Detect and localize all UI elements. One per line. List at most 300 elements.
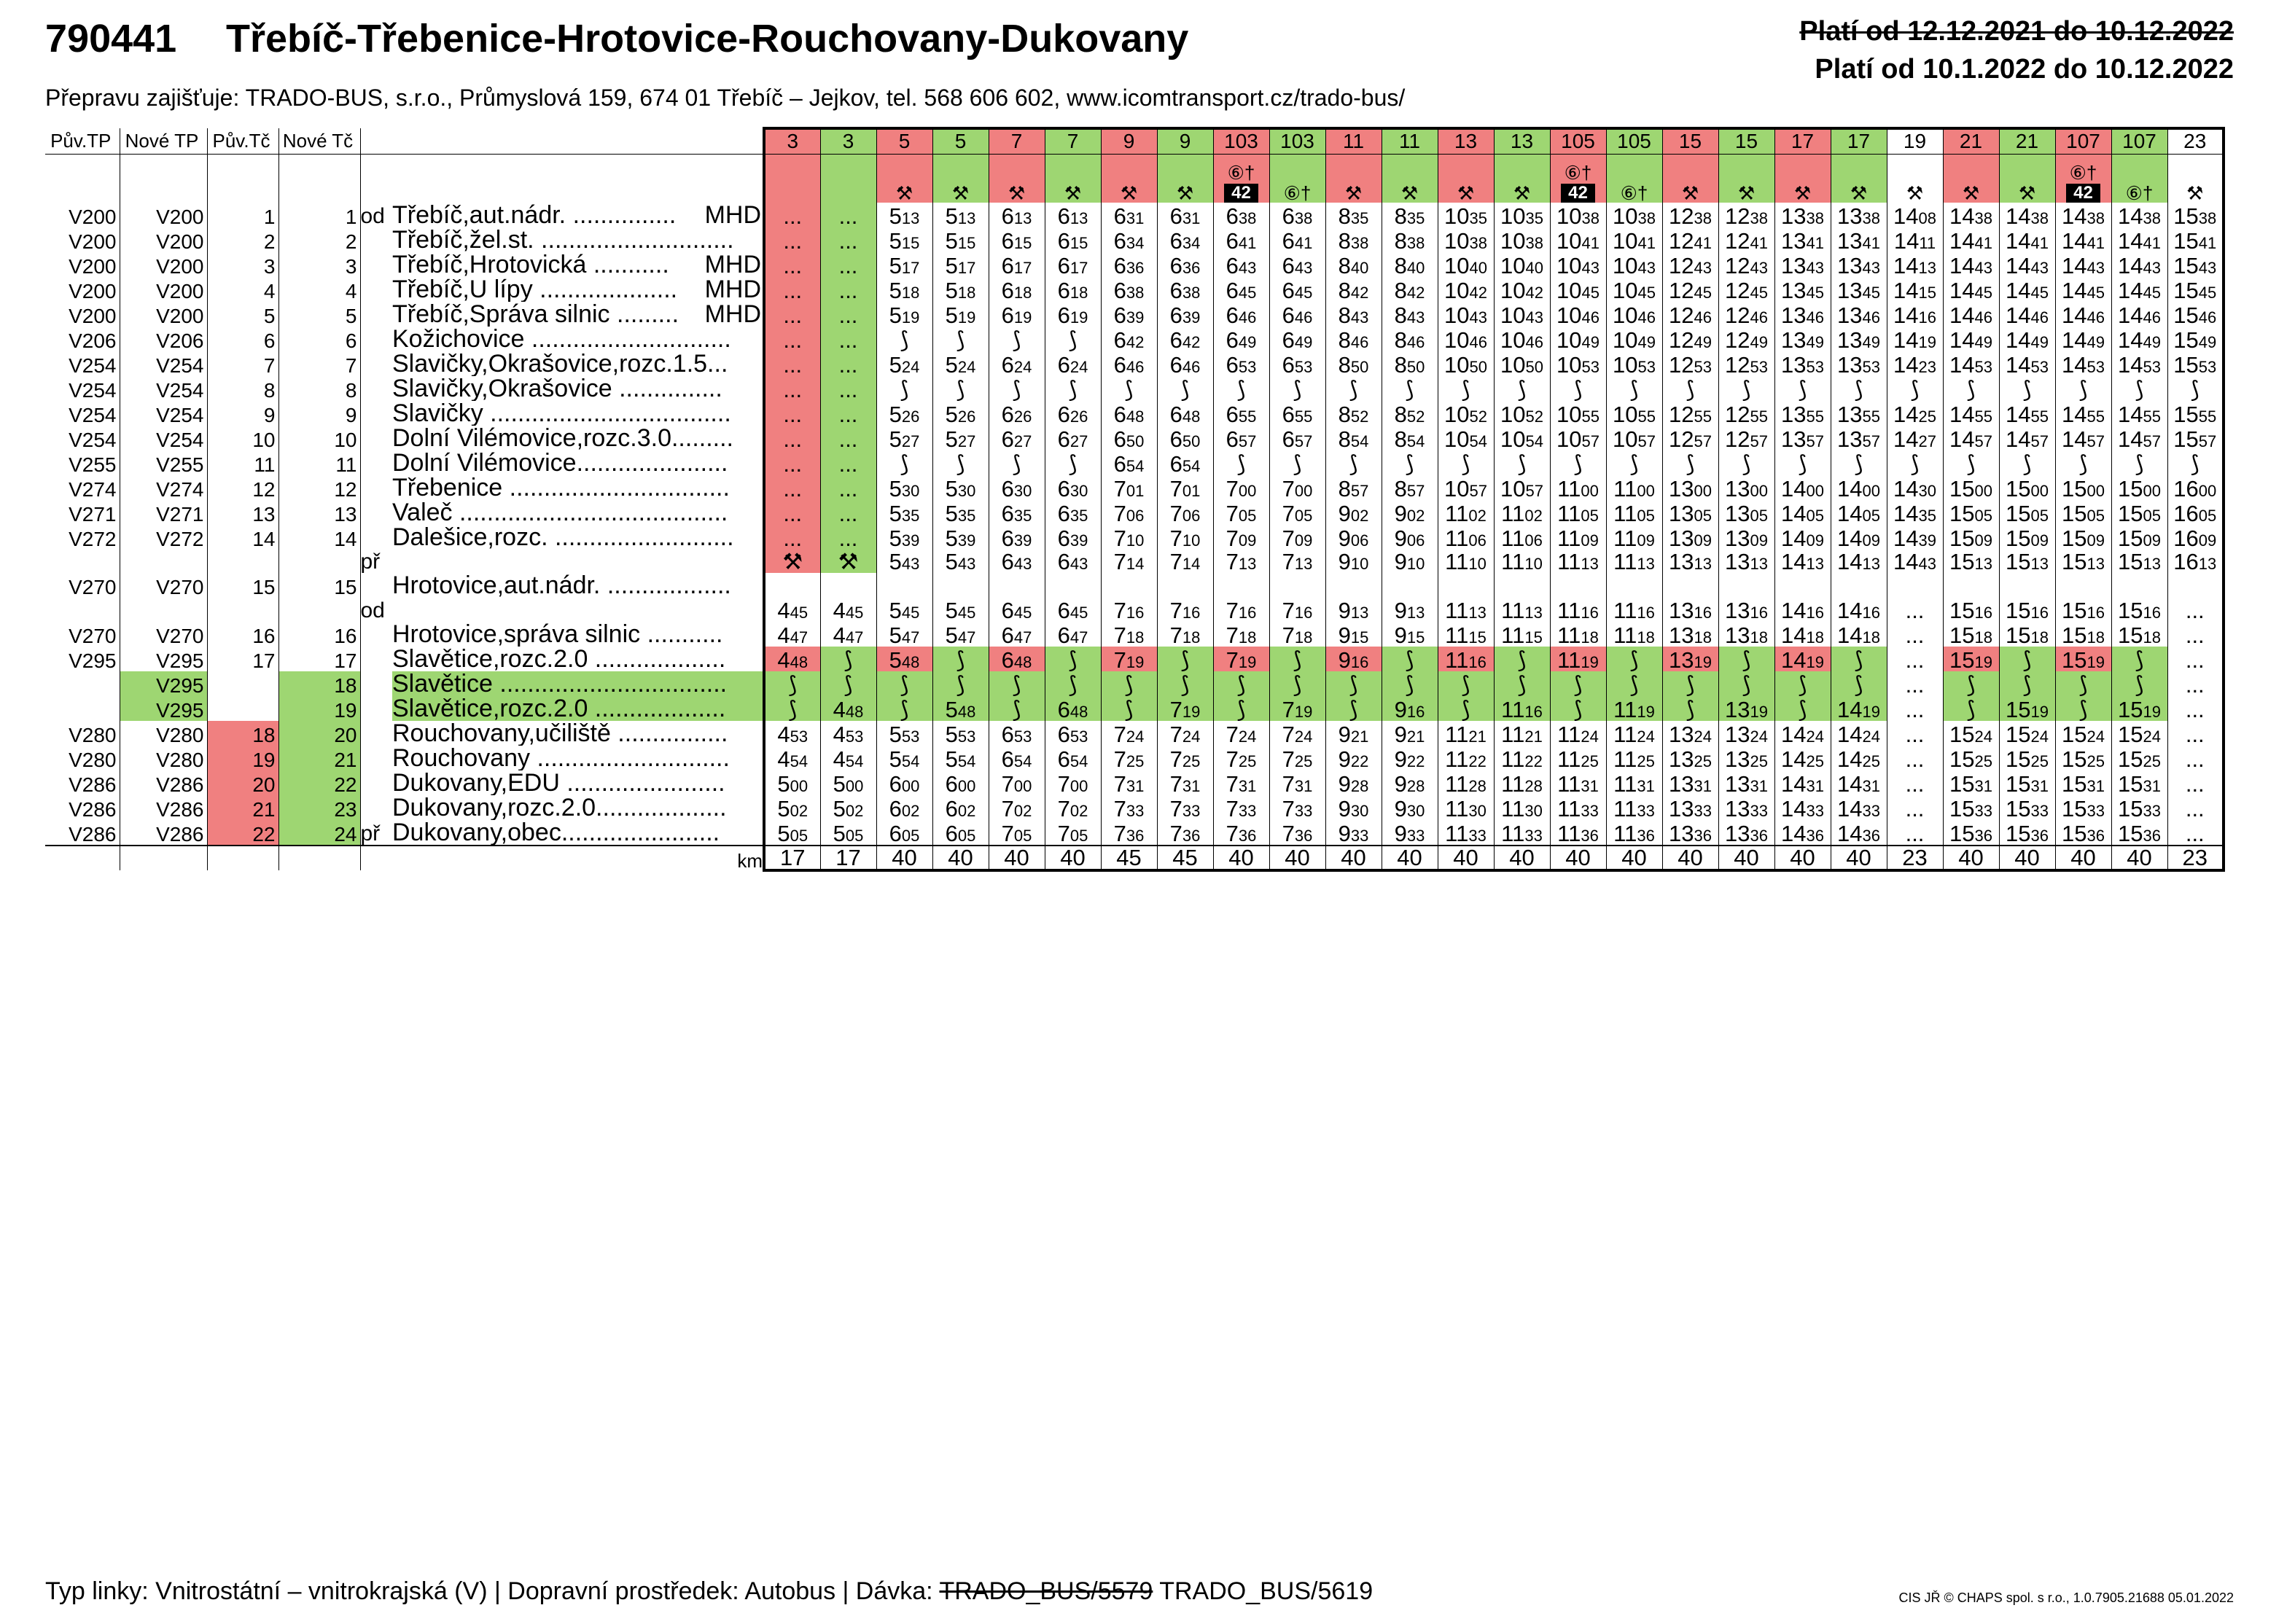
- time-minute: 39: [1918, 531, 1936, 550]
- time-hour: 14: [1781, 746, 1807, 771]
- time-minute: 46: [2086, 308, 2105, 327]
- time-cell: [1438, 770, 1494, 795]
- stop-tc-old: 20: [207, 770, 278, 795]
- time-cell: ⟆: [1045, 671, 1101, 696]
- time-hour: 14: [2062, 426, 2087, 450]
- time-hour: 15: [1949, 598, 1975, 622]
- time-cell: [2055, 820, 2111, 846]
- time-cell: ...: [1887, 770, 1943, 795]
- time-cell: [1943, 351, 1999, 376]
- time-minute: 13: [1350, 604, 1369, 622]
- time-cell: ⟆: [1943, 376, 1999, 401]
- time-minute: 53: [1637, 357, 1656, 376]
- time-hour: 7: [1169, 771, 1182, 796]
- time-minute: 41: [1581, 233, 1600, 252]
- time-hour: 9: [1394, 796, 1407, 821]
- time-hour: 15: [1949, 771, 1975, 796]
- time-minute: 10: [1524, 555, 1543, 574]
- time-hour: 15: [2006, 622, 2031, 647]
- time-hour: 6: [945, 796, 958, 821]
- trip-number: 107: [2055, 128, 2111, 154]
- time-minute: 05: [2143, 506, 2161, 525]
- time-cell: [1269, 401, 1325, 426]
- time-cell: [1774, 327, 1831, 351]
- time-hour: 15: [2118, 796, 2143, 821]
- time-cell: [1550, 252, 1606, 277]
- time-minute: 17: [1069, 258, 1088, 277]
- time-cell: [876, 622, 932, 647]
- time-hour: 10: [1613, 203, 1638, 227]
- time-minute: 09: [1974, 531, 1992, 550]
- time-hour: 6: [1282, 351, 1295, 376]
- time-cell: [1831, 302, 1887, 327]
- time-minute: 15: [1524, 628, 1543, 647]
- time-hour: 6: [1057, 697, 1070, 722]
- stop-tp-old: [45, 696, 120, 721]
- time-hour: 14: [1781, 821, 1807, 846]
- time-minute: 25: [2143, 752, 2161, 771]
- km-value: 40: [989, 846, 1045, 870]
- time-minute: 38: [1238, 208, 1257, 227]
- time-minute: 19: [1918, 332, 1936, 351]
- time-cell: ⟆: [1325, 696, 1382, 721]
- time-minute: 31: [2143, 777, 2161, 796]
- time-hour: 5: [833, 821, 846, 846]
- time-cell: [1382, 500, 1438, 525]
- stop-row: [45, 525, 2224, 550]
- time-cell: [1213, 475, 1269, 500]
- time-minute: 43: [1069, 555, 1088, 574]
- time-cell: [1550, 746, 1606, 770]
- stop-name: Dukovany,obec.......................: [392, 820, 720, 846]
- time-cell: [1550, 227, 1606, 252]
- time-minute: 22: [1468, 752, 1487, 771]
- mhd-label: MHD: [702, 203, 761, 227]
- page-title: Třebíč-Třebenice-Hrotovice-Rouchovany-Dukovany: [226, 17, 1189, 60]
- time-hour: 10: [1500, 252, 1526, 277]
- km-value: 40: [1269, 846, 1325, 870]
- time-cell: [989, 203, 1045, 227]
- time-cell: [989, 252, 1045, 277]
- km-value: 40: [1494, 846, 1550, 870]
- time-minute: 25: [1862, 752, 1880, 771]
- time-cell: ...: [764, 203, 820, 227]
- time-hour: 4: [777, 746, 790, 771]
- time-cell: [1438, 426, 1494, 450]
- time-cell: [1718, 252, 1774, 277]
- time-cell: [876, 770, 932, 795]
- time-minute: 49: [2086, 332, 2105, 351]
- time-cell: ⟆: [1325, 671, 1382, 696]
- time-cell: [820, 795, 876, 820]
- time-hour: 5: [777, 821, 790, 846]
- time-cell: [932, 475, 989, 500]
- time-cell: [1269, 598, 1325, 622]
- time-hour: 5: [833, 771, 846, 796]
- stop-tc-new: 18: [278, 671, 360, 696]
- time-cell: [932, 598, 989, 622]
- time-cell: [764, 573, 820, 598]
- time-hour: 4: [777, 598, 790, 622]
- time-hour: 6: [1113, 327, 1126, 351]
- time-hour: 15: [2062, 622, 2087, 647]
- time-hour: 11: [1557, 722, 1581, 746]
- badge-42: 42: [2066, 184, 2100, 203]
- time-cell: [876, 598, 932, 622]
- time-minute: 53: [901, 727, 920, 746]
- trip-symbols: ⚒: [1438, 154, 1494, 203]
- time-cell: [2055, 550, 2111, 574]
- time-hour: 10: [1444, 327, 1470, 351]
- time-cell: [1157, 351, 1213, 376]
- trip-number: 103: [1213, 128, 1269, 154]
- stop-tp-new: V255: [120, 450, 207, 475]
- time-minute: 24: [1581, 727, 1599, 746]
- time-cell: ⟆: [2055, 671, 2111, 696]
- time-cell: [1269, 550, 1325, 574]
- time-cell: [1774, 401, 1831, 426]
- time-cell: [1382, 327, 1438, 351]
- time-cell: [1831, 426, 1887, 450]
- time-hour: 15: [2173, 401, 2199, 426]
- stop-tp-old: V280: [45, 746, 120, 770]
- time-cell: ⟆: [1269, 671, 1325, 696]
- stop-tp-new: V295: [120, 671, 207, 696]
- time-hour: 6: [1057, 525, 1070, 550]
- time-cell: ...: [820, 277, 876, 302]
- time-minute: 53: [1013, 727, 1032, 746]
- time-hour: 13: [1837, 203, 1863, 227]
- time-cell: [1213, 401, 1269, 426]
- time-cell: [1662, 622, 1718, 647]
- time-minute: 19: [1694, 653, 1712, 672]
- time-hour: 10: [1500, 351, 1526, 376]
- time-minute: 33: [1637, 802, 1655, 821]
- time-cell: [989, 525, 1045, 550]
- time-minute: 00: [1238, 481, 1257, 500]
- time-cell: ⟆: [1494, 376, 1550, 401]
- time-cell: [1101, 203, 1157, 227]
- time-cell: [1045, 302, 1101, 327]
- time-hour: 15: [2006, 500, 2031, 525]
- time-hour: 8: [1394, 252, 1407, 277]
- time-cell: [1045, 401, 1101, 426]
- stop-tc-old: 21: [207, 795, 278, 820]
- trip-number: 15: [1662, 128, 1718, 154]
- time-cell: ⟆: [1101, 696, 1157, 721]
- time-cell: [1325, 820, 1382, 846]
- time-cell: [1606, 622, 1662, 647]
- time-hour: 13: [1669, 500, 1694, 525]
- time-hour: 7: [1113, 647, 1126, 672]
- time-cell: [1438, 475, 1494, 500]
- time-cell: ...: [764, 376, 820, 401]
- time-cell: [764, 598, 820, 622]
- stop-mark: [360, 746, 392, 770]
- time-minute: 43: [1581, 258, 1600, 277]
- time-hour: 13: [1837, 351, 1863, 376]
- stop-tc-new: 4: [278, 277, 360, 302]
- time-cell: ...: [1887, 671, 1943, 696]
- time-hour: 10: [1500, 475, 1526, 500]
- stop-name-cell: [392, 647, 764, 671]
- spacer-cell: [120, 846, 207, 870]
- time-minute: 43: [1238, 258, 1257, 277]
- time-minute: 52: [1350, 407, 1369, 426]
- time-minute: 33: [1524, 827, 1543, 846]
- time-minute: 45: [901, 604, 920, 622]
- time-cell: [1438, 820, 1494, 846]
- time-minute: 49: [1862, 332, 1880, 351]
- time-hour: 6: [1057, 277, 1070, 302]
- time-cell: [1494, 203, 1550, 227]
- time-hour: 6: [1282, 203, 1295, 227]
- time-minute: 31: [1750, 777, 1768, 796]
- time-cell: [1382, 696, 1438, 721]
- time-hour: 11: [1557, 821, 1581, 846]
- time-minute: 05: [1581, 506, 1599, 525]
- time-minute: 47: [1069, 628, 1088, 647]
- time-hour: 10: [1556, 302, 1582, 327]
- stop-tc-new: [278, 550, 360, 574]
- time-minute: 53: [1294, 357, 1313, 376]
- time-hour: 13: [1781, 327, 1807, 351]
- time-cell: [1494, 227, 1550, 252]
- stop-row: [45, 647, 2224, 671]
- stop-mark: [360, 277, 392, 302]
- time-cell: ...: [2167, 820, 2224, 846]
- time-minute: 13: [1806, 555, 1824, 574]
- time-hour: 6: [1057, 622, 1070, 647]
- time-minute: 25: [1918, 407, 1936, 426]
- time-cell: [2055, 525, 2111, 550]
- time-minute: 16: [1406, 703, 1425, 722]
- time-cell: [932, 277, 989, 302]
- km-value: 40: [2111, 846, 2167, 870]
- time-cell: [1718, 327, 1774, 351]
- time-cell: [1494, 622, 1550, 647]
- time-hour: 4: [833, 697, 846, 722]
- badge-42: 42: [1561, 184, 1595, 203]
- time-cell: [989, 573, 1045, 598]
- time-minute: 19: [2030, 703, 2049, 722]
- time-cell: [1999, 351, 2055, 376]
- time-hour: 15: [2118, 598, 2143, 622]
- time-cell: [820, 573, 876, 598]
- time-minute: 05: [1637, 506, 1655, 525]
- time-minute: 54: [1126, 456, 1145, 475]
- time-cell: [989, 277, 1045, 302]
- time-hour: 14: [1893, 227, 1920, 252]
- time-hour: 8: [1394, 302, 1407, 327]
- time-hour: 13: [1781, 277, 1807, 302]
- time-minute: 57: [1750, 432, 1768, 450]
- time-minute: 46: [2030, 308, 2049, 327]
- time-minute: 49: [1750, 332, 1768, 351]
- time-minute: 57: [1974, 432, 1992, 450]
- time-minute: 01: [1182, 481, 1201, 500]
- stop-name: Slavětice,rozc.2.0 ...................: [392, 647, 726, 672]
- time-cell: [1831, 820, 1887, 846]
- time-hour: 15: [2062, 746, 2087, 771]
- time-hour: 11: [1445, 796, 1469, 821]
- time-hour: 12: [1725, 227, 1750, 252]
- time-cell: [2111, 227, 2167, 252]
- time-hour: 11: [1613, 622, 1637, 647]
- stop-tc-old: 10: [207, 426, 278, 450]
- time-cell: [1382, 770, 1438, 795]
- stop-tc-new: 12: [278, 475, 360, 500]
- time-cell: [1999, 795, 2055, 820]
- stop-name-cell: [392, 252, 764, 277]
- stop-name: Valeč .......................................: [392, 499, 728, 525]
- time-cell: [1887, 573, 1943, 598]
- time-minute: 55: [1694, 407, 1712, 426]
- time-cell: ⟆: [1045, 376, 1101, 401]
- time-cell: [1157, 227, 1213, 252]
- time-minute: 45: [2086, 283, 2105, 302]
- stop-tp-old: [45, 550, 120, 574]
- time-minute: 02: [1350, 506, 1369, 525]
- time-cell: ...: [764, 227, 820, 252]
- time-hour: 14: [2118, 351, 2143, 376]
- time-hour: 6: [1001, 525, 1014, 550]
- time-minute: 54: [1406, 432, 1425, 450]
- time-minute: 36: [2030, 827, 2049, 846]
- time-cell: [1157, 525, 1213, 550]
- time-minute: 00: [1694, 481, 1712, 500]
- time-hour: 13: [1781, 401, 1807, 426]
- time-hour: 14: [2006, 401, 2031, 426]
- stop-row: [45, 550, 2224, 574]
- km-value: 45: [1101, 846, 1157, 870]
- time-hour: 6: [1282, 327, 1295, 351]
- stop-tc-old: 8: [207, 376, 278, 401]
- stop-tp-new: [120, 598, 207, 622]
- time-cell: [2167, 525, 2224, 550]
- time-minute: 19: [1013, 308, 1032, 327]
- time-hour: 8: [1394, 475, 1407, 500]
- trip-number: 17: [1774, 128, 1831, 154]
- time-cell: [1718, 820, 1774, 846]
- time-hour: 14: [1893, 475, 1919, 500]
- time-minute: 36: [1294, 827, 1313, 846]
- time-cell: [1382, 573, 1438, 598]
- stop-tc-old: 15: [207, 573, 278, 598]
- time-minute: 43: [2143, 258, 2161, 277]
- time-minute: 48: [790, 653, 808, 672]
- time-cell: [1943, 252, 1999, 277]
- time-minute: 36: [2143, 827, 2161, 846]
- time-cell: ⟆: [1999, 450, 2055, 475]
- stop-tp-old: V286: [45, 820, 120, 846]
- time-cell: [1718, 500, 1774, 525]
- time-cell: [1774, 277, 1831, 302]
- time-cell: [1382, 302, 1438, 327]
- time-minute: 13: [957, 208, 976, 227]
- time-minute: 45: [1974, 283, 1992, 302]
- time-minute: 47: [845, 628, 864, 647]
- stop-tc-new: 14: [278, 525, 360, 550]
- time-cell: [932, 550, 989, 574]
- time-cell: [1606, 500, 1662, 525]
- time-cell: [1662, 795, 1718, 820]
- time-minute: 30: [1918, 481, 1936, 500]
- time-cell: [1101, 351, 1157, 376]
- time-cell: [1550, 475, 1606, 500]
- time-cell: [1438, 351, 1494, 376]
- stop-tp-new: V200: [120, 227, 207, 252]
- time-cell: [1438, 598, 1494, 622]
- time-cell: [1999, 252, 2055, 277]
- time-cell: [1101, 252, 1157, 277]
- time-minute: 41: [1294, 233, 1313, 252]
- time-cell: [820, 622, 876, 647]
- stop-name-cell: [392, 302, 764, 327]
- time-cell: [1606, 820, 1662, 846]
- time-hour: 5: [889, 525, 902, 550]
- time-hour: 14: [1781, 647, 1807, 672]
- symbol-row: [45, 154, 2224, 203]
- time-cell: [1494, 820, 1550, 846]
- time-hour: 6: [1169, 203, 1182, 227]
- time-cell: [2167, 500, 2224, 525]
- time-cell: ⟆: [1943, 671, 1999, 696]
- time-minute: 46: [1974, 308, 1992, 327]
- time-cell: [1606, 227, 1662, 252]
- time-minute: 16: [1524, 703, 1543, 722]
- time-minute: 55: [1750, 407, 1768, 426]
- time-cell: [1606, 203, 1662, 227]
- time-cell: ⟆: [2055, 376, 2111, 401]
- time-minute: 43: [1918, 555, 1936, 574]
- time-hour: 10: [1556, 227, 1582, 252]
- time-cell: ⟆: [2111, 376, 2167, 401]
- time-cell: ...: [2167, 770, 2224, 795]
- time-minute: 13: [2143, 555, 2161, 574]
- time-cell: [1269, 327, 1325, 351]
- time-hour: 5: [889, 475, 902, 500]
- stop-name-cell: [392, 622, 764, 647]
- time-hour: 5: [945, 549, 958, 574]
- time-hour: 5: [945, 227, 958, 252]
- time-cell: [1382, 795, 1438, 820]
- time-minute: 09: [1750, 531, 1768, 550]
- time-cell: [1213, 820, 1269, 846]
- time-hour: 15: [2062, 598, 2087, 622]
- stop-tp-new: V200: [120, 203, 207, 227]
- time-hour: 6: [1226, 252, 1239, 277]
- time-hour: 14: [1837, 722, 1863, 746]
- time-cell: [1718, 277, 1774, 302]
- time-hour: 10: [1613, 302, 1638, 327]
- time-hour: 11: [1501, 722, 1525, 746]
- time-cell: ⟆: [2111, 647, 2167, 671]
- time-minute: 40: [1469, 258, 1487, 277]
- time-cell: [1213, 426, 1269, 450]
- trip-symbols: [2055, 154, 2111, 203]
- time-hour: 15: [1949, 722, 1975, 746]
- time-minute: 14: [1126, 555, 1145, 574]
- time-hour: 14: [1949, 227, 1975, 252]
- stop-name: Slavětice .................................: [392, 671, 728, 697]
- time-minute: 24: [1069, 357, 1088, 376]
- time-hour: 8: [1394, 327, 1407, 351]
- time-hour: 7: [1282, 525, 1295, 550]
- time-hour: 11: [1445, 821, 1469, 846]
- time-cell: ⟆: [1831, 647, 1887, 671]
- time-cell: [1718, 351, 1774, 376]
